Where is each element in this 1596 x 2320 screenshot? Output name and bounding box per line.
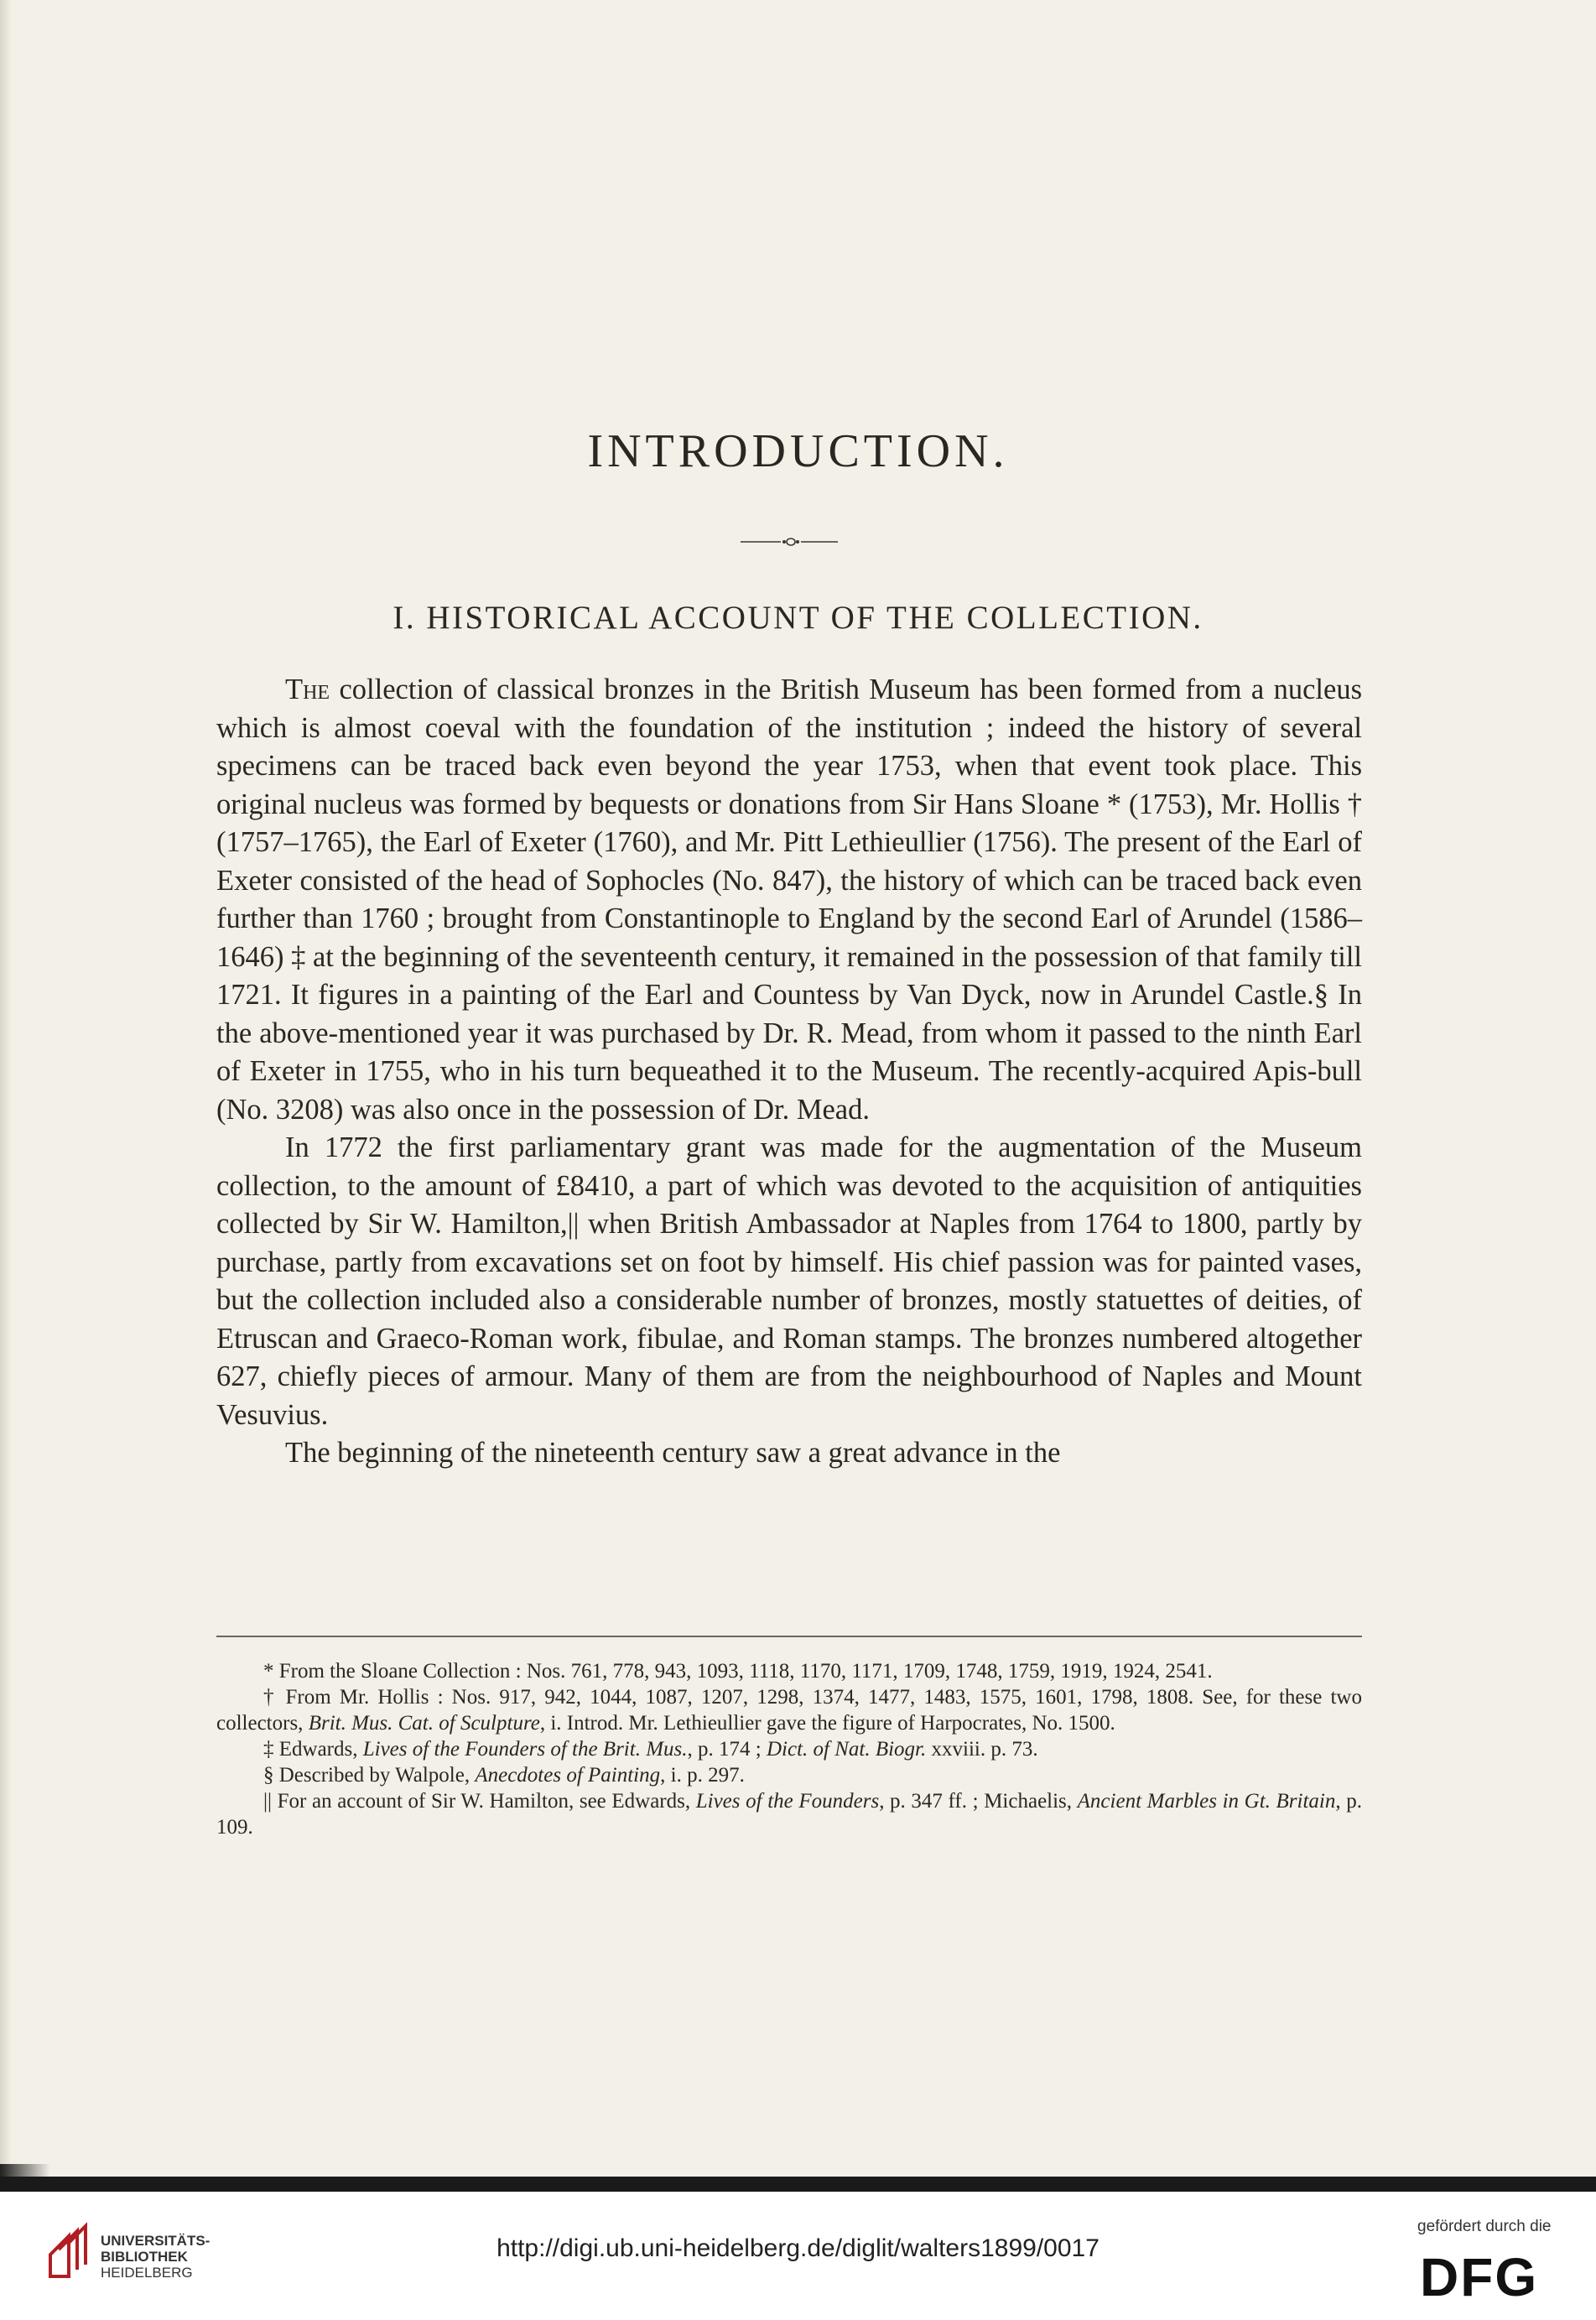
- ornament-divider: [739, 533, 840, 550]
- footnote-rule: [216, 1636, 1362, 1637]
- scan-edge-fade: [0, 2164, 50, 2177]
- footnote-dagger: [216, 1684, 1362, 1736]
- footnote-text: ‡ Edwards,: [263, 1738, 363, 1761]
- footnote-text: || For an account of Sir W. Hamilton, see Edwards,: [263, 1790, 696, 1813]
- scan-bottom-edge: [0, 2177, 1596, 2192]
- source-url-link[interactable]: http://digi.ub.uni-heidelberg.de/diglit/walters1899/0017: [496, 2234, 1100, 2262]
- footnote-section: [216, 1762, 1362, 1788]
- footnote-citation: Dict. of Nat. Biogr.: [766, 1738, 927, 1761]
- paragraph-3: The beginning of the nineteenth century saw a great advance in the: [285, 1437, 1061, 1469]
- footnote-citation: Anecdotes of Painting: [475, 1764, 661, 1787]
- paragraph-lead-word: The: [285, 674, 330, 705]
- footnote-double-dagger: [216, 1736, 1362, 1762]
- footnote-text: , p. 347 ff. ; Michaelis,: [879, 1790, 1078, 1813]
- footnote-text: † From Mr. Hollis : Nos. 917, 942, 1044, 1087, 1207, 1298, 1374, 1477, 1483, 1575, 1601, 1798, 1808. See, for these two collectors,: [216, 1686, 1362, 1735]
- footnote-text: , i. p. 297.: [660, 1764, 745, 1787]
- footnote-text: , p. 174 ;: [687, 1738, 767, 1761]
- library-name-line: BIBLIOTHEK: [101, 2249, 188, 2265]
- footnote-citation: Ancient Marbles in Gt. Britain: [1077, 1790, 1336, 1813]
- paragraph-1-text: collection of classical bronzes in the British Museum has been formed from a nucleus which is almost coeval with the foundation of the institution ; indeed the history of several specimens can be traced back even beyond the year 1753, when that event took place. This original nucleus was formed by bequests or donations from Sir Hans Sloane * (1753), Mr. Hollis † (1757–1765), the Earl of Exeter (1760), and Mr. Pitt Lethieullier (1756). The present of the Earl of Exeter consisted of the head of Sophocles (No. 847), the history of which can be traced back even further than 1760 ; brought from Constantinople to England by the second Earl of Arundel (1586–1646) ‡ at the beginning of the seventeenth century, it remained in the possession of that family till 1721. It figures in a painting of the Earl and Countess by Van Dyck, now in Arundel Castle.§ In the above-mentioned year it was purchased by Dr. R. Mead, from whom it passed to the ninth Earl of Exeter in 1755, who in his turn bequeathed it to the Museum. The recently-acquired Apis-bull (No. 3208) was also once in the possession of Dr. Mead.: [216, 674, 1362, 1126]
- section-heading: I. HISTORICAL ACCOUNT OF THE COLLECTION.: [393, 600, 1203, 636]
- footnote-parallel: [216, 1788, 1362, 1840]
- footnote-star: * From the Sloane Collection : Nos. 761, 778, 943, 1093, 1118, 1170, 1171, 1709, 1748, 1759, 1919, 1924, 2541.: [263, 1660, 1213, 1683]
- footnote-text: xxviii. p. 73.: [926, 1738, 1038, 1761]
- page-edge-shadow: [0, 0, 12, 2191]
- footnote-text: , p. 109.: [216, 1790, 1362, 1839]
- paragraph-2: In 1772 the first parliamentary grant was made for the augmentation of the Museum collection, to the amount of £8410, a part of which was devoted to the acquisition of antiquities collected by Sir W. Hamilton,|| when British Ambassador at Naples from 1764 to 1800, partly by purchase, partly from excavations set on foot by himself. His chief passion was for painted vases, but the collection included also a considerable number of bronzes, mostly statuettes of deities, of Etruscan and Graeco-Roman work, fibulae, and Roman stamps. The bronzes numbered altogether 627, chiefly pieces of armour. Many of them are from the neighbourhood of Naples and Mount Vesuvius.: [216, 1131, 1362, 1431]
- funded-by-label: gefördert durch die: [1417, 2218, 1552, 2235]
- footnotes: [216, 1658, 1362, 1840]
- library-name-line: UNIVERSITÄTS-: [101, 2233, 211, 2249]
- dfg-logo[interactable]: DFG: [1420, 2247, 1539, 2307]
- page-title: INTRODUCTION.: [587, 425, 1009, 477]
- footnote-citation: Lives of the Founders: [695, 1790, 880, 1813]
- footnote-text: § Described by Walpole,: [263, 1764, 476, 1787]
- footnote-text: , i. Introd. Mr. Lethieullier gave the figure of Harpocrates, No. 1500.: [539, 1712, 1115, 1735]
- library-name-line: HEIDELBERG: [101, 2265, 193, 2281]
- body-text: [216, 671, 1362, 1473]
- paragraph-1: [216, 671, 1362, 1129]
- footnote-citation: Lives of the Founders of the Brit. Mus.: [362, 1738, 688, 1761]
- footnote-citation: Brit. Mus. Cat. of Sculpture: [308, 1712, 540, 1735]
